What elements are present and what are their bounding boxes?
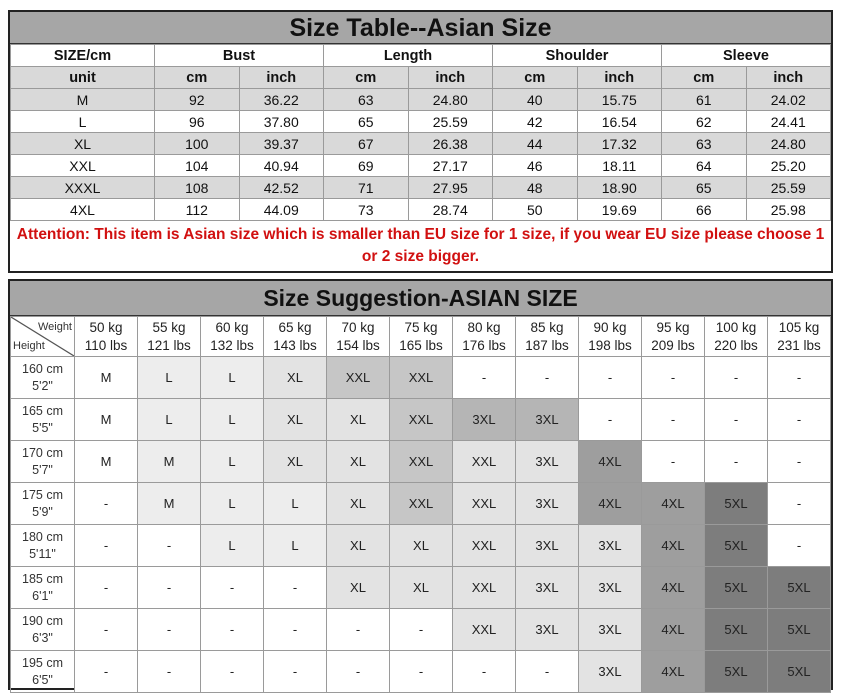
size-suggestion-cell: - — [138, 525, 201, 567]
size-suggestion-cell: M — [75, 441, 138, 483]
corner-cell — [11, 317, 75, 357]
size-suggestion-cell: L — [201, 441, 264, 483]
weight-kg: 100 kg — [715, 319, 757, 335]
height-header — [11, 483, 75, 525]
unit-cell: inch — [577, 67, 662, 89]
size-suggestion-cell: XXL — [453, 483, 516, 525]
corner-weight-label: Weight — [37, 321, 72, 333]
size-suggestion-cell: 3XL — [579, 609, 642, 651]
weight-header — [642, 317, 705, 357]
size-suggestion-cell: 3XL — [516, 609, 579, 651]
table-cell: 104 — [155, 155, 240, 177]
weight-kg: 65 kg — [278, 319, 312, 335]
corner-height-label: Height — [13, 340, 45, 352]
measure-header: Sleeve — [662, 45, 831, 67]
size-suggestion-cell: 5XL — [768, 651, 831, 693]
unit-cell: inch — [746, 67, 831, 89]
size-suggestion-panel — [8, 279, 833, 690]
size-suggestion-cell: L — [201, 483, 264, 525]
table-row — [11, 111, 831, 133]
height-row — [11, 651, 831, 693]
weight-kg: 105 kg — [778, 319, 820, 335]
size-suggestion-cell: - — [705, 399, 768, 441]
weight-header — [264, 317, 327, 357]
weight-lbs: 220 lbs — [714, 337, 758, 353]
table-cell: 18.11 — [577, 155, 662, 177]
size-suggestion-cell: L — [138, 357, 201, 399]
table-row — [11, 199, 831, 221]
unit-cell: inch — [408, 67, 493, 89]
table-cell: 36.22 — [239, 89, 324, 111]
size-suggestion-cell: - — [201, 567, 264, 609]
weight-header — [453, 317, 516, 357]
table-cell: 25.20 — [746, 155, 831, 177]
size-table-panel — [8, 10, 833, 273]
size-suggestion-cell: - — [327, 609, 390, 651]
size-suggestion-cell: L — [264, 483, 327, 525]
unit-cell: cm — [324, 67, 409, 89]
table-cell: 64 — [662, 155, 747, 177]
table-cell: 16.54 — [577, 111, 662, 133]
weight-kg: 70 kg — [341, 319, 375, 335]
size-suggestion-cell: L — [264, 525, 327, 567]
weight-lbs: 231 lbs — [777, 337, 821, 353]
height-header — [11, 609, 75, 651]
size-suggestion-cell: - — [768, 525, 831, 567]
table-cell: 24.80 — [408, 89, 493, 111]
table-cell: 15.75 — [577, 89, 662, 111]
size-label: XL — [11, 133, 155, 155]
size-suggestion-cell: - — [768, 441, 831, 483]
height-ft: 5'9" — [32, 504, 53, 519]
size-suggestion-cell: 3XL — [453, 399, 516, 441]
unit-cell: inch — [239, 67, 324, 89]
measure-header: Shoulder — [493, 45, 662, 67]
weight-lbs: 198 lbs — [588, 337, 632, 353]
table-cell: 71 — [324, 177, 409, 199]
height-cm: 185 cm — [22, 571, 63, 586]
size-suggestion-cell: 3XL — [579, 525, 642, 567]
table-cell: 73 — [324, 199, 409, 221]
size-suggestion-cell: - — [75, 651, 138, 693]
size-suggestion-cell: 5XL — [705, 483, 768, 525]
weight-kg: 60 kg — [215, 319, 249, 335]
weight-lbs: 154 lbs — [336, 337, 380, 353]
size-suggestion-cell: M — [138, 483, 201, 525]
weight-lbs: 121 lbs — [147, 337, 191, 353]
table-cell: 63 — [662, 133, 747, 155]
weight-header — [579, 317, 642, 357]
size-suggestion-cell: L — [138, 399, 201, 441]
size-suggestion-cell: XXL — [327, 357, 390, 399]
size-suggestion-cell: 4XL — [642, 651, 705, 693]
size-suggestion-cell: - — [390, 609, 453, 651]
size-suggestion-cell: 4XL — [642, 483, 705, 525]
height-row — [11, 483, 831, 525]
size-suggestion-cell: XXL — [390, 441, 453, 483]
size-suggestion-cell: XL — [327, 567, 390, 609]
table-row — [11, 89, 831, 111]
size-suggestion-cell: - — [75, 609, 138, 651]
size-suggestion-cell: 4XL — [579, 441, 642, 483]
size-label: 4XL — [11, 199, 155, 221]
table-cell: 39.37 — [239, 133, 324, 155]
weight-header — [327, 317, 390, 357]
size-suggestion-cell: 3XL — [516, 525, 579, 567]
size-suggestion-cell: 4XL — [642, 609, 705, 651]
height-cm: 160 cm — [22, 361, 63, 376]
size-suggestion-cell: - — [705, 441, 768, 483]
size-suggestion-cell: XXL — [453, 567, 516, 609]
table-cell: 25.59 — [408, 111, 493, 133]
height-row — [11, 609, 831, 651]
weight-lbs: 110 lbs — [84, 337, 128, 353]
table-cell: 67 — [324, 133, 409, 155]
table-cell: 66 — [662, 199, 747, 221]
weight-lbs: 143 lbs — [273, 337, 317, 353]
height-cm: 180 cm — [22, 529, 63, 544]
size-suggestion-title: Size Suggestion-ASIAN SIZE — [10, 281, 831, 316]
height-cm: 190 cm — [22, 613, 63, 628]
size-suggestion-cell: 5XL — [768, 609, 831, 651]
weight-header — [768, 317, 831, 357]
table-cell: 27.95 — [408, 177, 493, 199]
height-ft: 6'3" — [32, 630, 53, 645]
size-suggestion-cell: - — [642, 357, 705, 399]
table-cell: 19.69 — [577, 199, 662, 221]
table-cell: 61 — [662, 89, 747, 111]
weight-kg: 90 kg — [593, 319, 627, 335]
size-suggestion-cell: - — [516, 357, 579, 399]
table-cell: 42 — [493, 111, 578, 133]
table-cell: 62 — [662, 111, 747, 133]
size-suggestion-cell: XXL — [453, 525, 516, 567]
size-suggestion-cell: 4XL — [642, 525, 705, 567]
attention-note: Attention: This item is Asian size which is smaller than EU size for 1 size, if you wear EU size please choose 1 or 2 size bigger. — [16, 226, 825, 265]
table-cell: 63 — [324, 89, 409, 111]
height-row — [11, 357, 831, 399]
table-row — [11, 133, 831, 155]
table-cell: 65 — [662, 177, 747, 199]
size-label: XXL — [11, 155, 155, 177]
size-suggestion-cell: 5XL — [705, 567, 768, 609]
height-ft: 6'5" — [32, 672, 53, 687]
height-header — [11, 651, 75, 693]
table-row — [11, 177, 831, 199]
table-cell: 44.09 — [239, 199, 324, 221]
size-suggestion-cell: M — [75, 357, 138, 399]
table-cell: 44 — [493, 133, 578, 155]
height-row — [11, 567, 831, 609]
unit-cell: cm — [662, 67, 747, 89]
size-suggestion-cell: - — [264, 567, 327, 609]
size-suggestion-cell: - — [75, 525, 138, 567]
table-cell: 18.90 — [577, 177, 662, 199]
table-cell: 37.80 — [239, 111, 324, 133]
size-suggestion-cell: - — [138, 609, 201, 651]
size-label: L — [11, 111, 155, 133]
height-cm: 165 cm — [22, 403, 63, 418]
table-cell: 92 — [155, 89, 240, 111]
weight-lbs: 187 lbs — [525, 337, 569, 353]
table-row — [11, 155, 831, 177]
table-cell: 69 — [324, 155, 409, 177]
size-suggestion-cell: XL — [327, 525, 390, 567]
table-cell: 25.59 — [746, 177, 831, 199]
weight-lbs: 165 lbs — [399, 337, 443, 353]
table-cell: 24.41 — [746, 111, 831, 133]
size-suggestion-cell: - — [453, 357, 516, 399]
size-suggestion-cell: XXL — [390, 357, 453, 399]
size-suggestion-cell: L — [201, 357, 264, 399]
table-cell: 48 — [493, 177, 578, 199]
size-suggestion-cell: 3XL — [579, 651, 642, 693]
height-header — [11, 567, 75, 609]
table-header-row — [11, 45, 831, 67]
height-ft: 5'2" — [32, 378, 53, 393]
table-cell: 24.02 — [746, 89, 831, 111]
size-suggestion-cell: - — [327, 651, 390, 693]
table-cell: 40 — [493, 89, 578, 111]
weight-lbs: 176 lbs — [462, 337, 506, 353]
table-cell: 40.94 — [239, 155, 324, 177]
size-suggestion-cell: - — [201, 651, 264, 693]
weight-kg: 50 kg — [89, 319, 123, 335]
size-suggestion-cell: M — [138, 441, 201, 483]
size-suggestion-cell: 5XL — [705, 609, 768, 651]
height-header — [11, 357, 75, 399]
height-cm: 175 cm — [22, 487, 63, 502]
height-ft: 5'7" — [32, 462, 53, 477]
height-ft: 5'11" — [29, 546, 56, 561]
size-suggestion-cell: - — [768, 399, 831, 441]
size-suggestion-cell: 3XL — [579, 567, 642, 609]
size-suggestion-cell: 4XL — [642, 567, 705, 609]
height-ft: 5'5" — [32, 420, 53, 435]
unit-cell: cm — [493, 67, 578, 89]
height-row — [11, 441, 831, 483]
size-suggestion-cell: L — [201, 525, 264, 567]
table-cell: 24.80 — [746, 133, 831, 155]
size-suggestion-cell: 3XL — [516, 567, 579, 609]
size-suggestion-cell: XL — [327, 399, 390, 441]
size-suggestion-cell: M — [75, 399, 138, 441]
size-label: M — [11, 89, 155, 111]
size-suggestion-cell: XL — [327, 441, 390, 483]
weight-kg: 95 kg — [656, 319, 690, 335]
size-suggestion-cell: XXL — [453, 441, 516, 483]
size-suggestion-cell: - — [579, 357, 642, 399]
size-suggestion-cell: XXL — [453, 609, 516, 651]
size-label: XXXL — [11, 177, 155, 199]
size-suggestion-cell: 5XL — [705, 651, 768, 693]
size-suggestion-cell: - — [642, 441, 705, 483]
table-cell: 17.32 — [577, 133, 662, 155]
size-suggestion-cell: - — [768, 357, 831, 399]
size-suggestion-cell: XL — [390, 525, 453, 567]
height-ft: 6'1" — [32, 588, 53, 603]
height-row — [11, 525, 831, 567]
height-header — [11, 525, 75, 567]
height-cm: 195 cm — [22, 655, 63, 670]
size-suggestion-cell: 5XL — [768, 567, 831, 609]
size-suggestion-cell: - — [75, 483, 138, 525]
weight-kg: 55 kg — [152, 319, 186, 335]
unit-label: unit — [11, 67, 155, 89]
size-suggestion-cell: - — [201, 609, 264, 651]
table-cell: 25.98 — [746, 199, 831, 221]
size-suggestion-cell: - — [138, 567, 201, 609]
table-cell: 26.38 — [408, 133, 493, 155]
weight-kg: 80 kg — [467, 319, 501, 335]
size-suggestion-cell: XXL — [390, 483, 453, 525]
height-header — [11, 441, 75, 483]
size-suggestion-cell: XL — [390, 567, 453, 609]
size-suggestion-cell: XXL — [390, 399, 453, 441]
size-suggestion-cell: XL — [264, 357, 327, 399]
size-suggestion-cell: L — [201, 399, 264, 441]
size-suggestion-cell: 3XL — [516, 441, 579, 483]
weight-kg: 75 kg — [404, 319, 438, 335]
size-suggestion-cell: XL — [264, 441, 327, 483]
size-suggestion-cell: 5XL — [705, 525, 768, 567]
size-suggestion-cell: - — [579, 399, 642, 441]
weight-header — [75, 317, 138, 357]
table-cell: 27.17 — [408, 155, 493, 177]
table-cell: 28.74 — [408, 199, 493, 221]
weight-header — [516, 317, 579, 357]
table-cell: 112 — [155, 199, 240, 221]
height-header — [11, 399, 75, 441]
weight-header — [705, 317, 768, 357]
size-table-title: Size Table--Asian Size — [10, 12, 831, 44]
size-table — [10, 44, 831, 221]
size-suggestion-cell: - — [705, 357, 768, 399]
measure-header: Length — [324, 45, 493, 67]
table-cell: 50 — [493, 199, 578, 221]
weight-header — [390, 317, 453, 357]
weight-lbs: 209 lbs — [651, 337, 695, 353]
size-suggestion-cell: - — [75, 567, 138, 609]
weight-header — [201, 317, 264, 357]
size-suggestion-cell: 3XL — [516, 399, 579, 441]
height-row — [11, 399, 831, 441]
size-suggestion-table — [10, 316, 831, 693]
size-suggestion-cell: - — [453, 651, 516, 693]
measure-header: Bust — [155, 45, 324, 67]
table-cell: 42.52 — [239, 177, 324, 199]
size-suggestion-cell: - — [264, 609, 327, 651]
table-cell: 96 — [155, 111, 240, 133]
height-cm: 170 cm — [22, 445, 63, 460]
size-suggestion-cell: 3XL — [516, 483, 579, 525]
size-column-header: SIZE/cm — [11, 45, 155, 67]
size-suggestion-cell: - — [264, 651, 327, 693]
size-suggestion-cell: - — [642, 399, 705, 441]
size-suggestion-cell: 4XL — [579, 483, 642, 525]
unit-header-row — [11, 67, 831, 89]
table-cell: 46 — [493, 155, 578, 177]
size-suggestion-cell: - — [768, 483, 831, 525]
size-suggestion-cell: - — [516, 651, 579, 693]
size-suggestion-cell: - — [390, 651, 453, 693]
table-cell: 65 — [324, 111, 409, 133]
weight-kg: 85 kg — [530, 319, 564, 335]
weight-header-row — [11, 317, 831, 357]
unit-cell: cm — [155, 67, 240, 89]
table-cell: 100 — [155, 133, 240, 155]
table-cell: 108 — [155, 177, 240, 199]
size-suggestion-cell: XL — [327, 483, 390, 525]
size-suggestion-cell: - — [138, 651, 201, 693]
weight-header — [138, 317, 201, 357]
weight-lbs: 132 lbs — [210, 337, 254, 353]
size-suggestion-cell: XL — [264, 399, 327, 441]
